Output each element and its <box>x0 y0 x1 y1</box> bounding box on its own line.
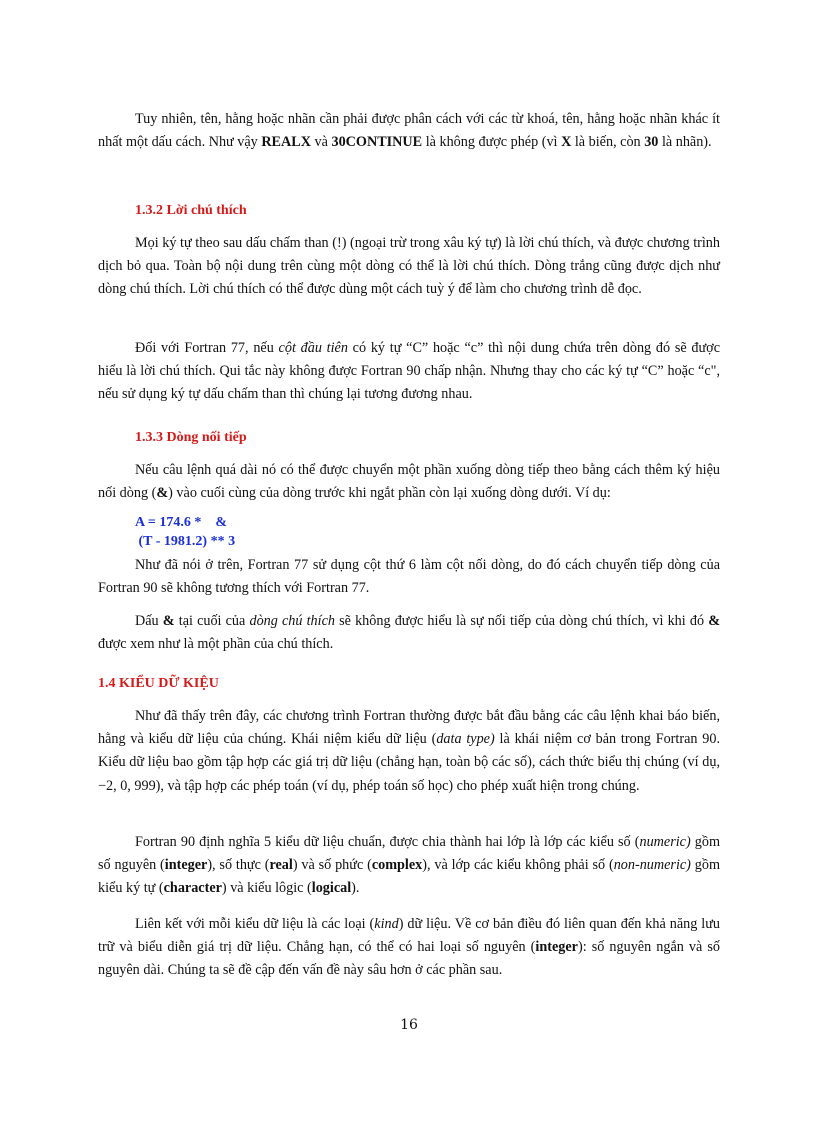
paragraph-continuation: Nếu câu lệnh quá dài nó có thể được chuyển một phần xuống dòng tiếp theo bằng cách thêm ký hiệu nối dòng (&) vào cuối cùng của dòng trước khi ngắt phần còn lại xuống dòng dưới. Ví dụ: <box>98 462 720 502</box>
paragraph-kind: Liên kết với mỗi kiểu dữ liệu là các loại (kind) dữ liệu. Về cơ bản điều đó liên quan đến khả năng lưu trữ và biểu diễn giá trị dữ liệu. Chẳng hạn, có thể có hai loại số nguyên (integer): số nguyên ngắn và số nguyên dài. Chúng ta sẽ đề cập đến vấn đề này sâu hơn ở các phần sau. <box>98 916 721 979</box>
section-heading-1-4: 1.4 KIỂU DỮ KIỆU <box>98 676 219 691</box>
paragraph-data-type: Như đã thấy trên đây, các chương trình Fortran thường được bắt đầu bằng các câu lệnh khai báo biến, hằng và kiểu dữ liệu của chúng. Khái niệm kiểu dữ liệu (data type) là khái niệm cơ bản trong Fortran 90. Kiểu dữ liệu bao gồm tập hợp các giá trị dữ liệu (chẳng hạn, toàn bộ các số), cách thức biểu thị chúng (ví dụ, −2, 0, 999), và tập hợp các phép toán (ví dụ, phép toán số học) cho phép xuất hiện trong chúng. <box>98 708 721 794</box>
paragraph-fortran77-continuation: Như đã nói ở trên, Fortran 77 sử dụng cột thứ 6 làm cột nối dòng, do đó cách chuyển tiếp dòng của Fortran 90 sẽ không tương thích với Fortran 77. <box>98 557 720 597</box>
code-example <box>135 514 235 551</box>
paragraph-comments: Mọi ký tự theo sau dấu chấm than (!) (ngoại trừ trong xâu ký tự) là lời chú thích, và được chương trình dịch bỏ qua. Toàn bộ nội dung trên cùng một dòng có thể là lời chú thích. Dòng trắng cũng được dịch như dòng chú thích. Lời chú thích có thể được dùng một cách tuỳ ý để làm cho chương trình dễ đọc. <box>98 235 720 298</box>
code-line-2: (T - 1981.2) ** 3 <box>135 533 236 549</box>
paragraph-fortran77-comments: Đối với Fortran 77, nếu cột đầu tiên có ký tự “C” hoặc “c” thì nội dung chứa trên dòng đó sẽ được hiểu là lời chú thích. Qui tắc này không được Fortran 90 chấp nhận. Nhưng thay cho các ký tự “C” hoặc “c", nếu sử dụng ký tự dấu chấm than thì chúng lại tương đương nhau. <box>98 340 720 403</box>
page-number: 16 <box>400 1017 418 1033</box>
section-heading-1-3-3: 1.3.3 Dòng nối tiếp <box>135 430 247 445</box>
paragraph-standard-types: Fortran 90 định nghĩa 5 kiểu dữ liệu chuẩn, được chia thành hai lớp là lớp các kiểu số (numeric) gồm số nguyên (integer), số thực (real) và số phức (complex), và lớp các kiểu không phải số (non-numeric) gồm kiểu ký tự (character) và kiểu lôgic (logical). <box>98 834 721 897</box>
code-line-1: A = 174.6 * & <box>135 515 227 530</box>
section-heading-1-3-2: 1.3.2 Lời chú thích <box>135 203 247 218</box>
paragraph-ampersand-comment: Dấu & tại cuối của dòng chú thích sẽ không được hiểu là sự nối tiếp của dòng chú thích, vì khi đó & được xem như là một phần của chú thích. <box>98 613 721 653</box>
paragraph-name-separation: Tuy nhiên, tên, hằng hoặc nhãn cần phải được phân cách với các từ khoá, tên, hằng hoặc nhãn khác ít nhất một dấu cách. Như vậy REALX và 30CONTINUE là không được phép (vì X là biến, còn 30 là nhãn). <box>98 111 720 151</box>
